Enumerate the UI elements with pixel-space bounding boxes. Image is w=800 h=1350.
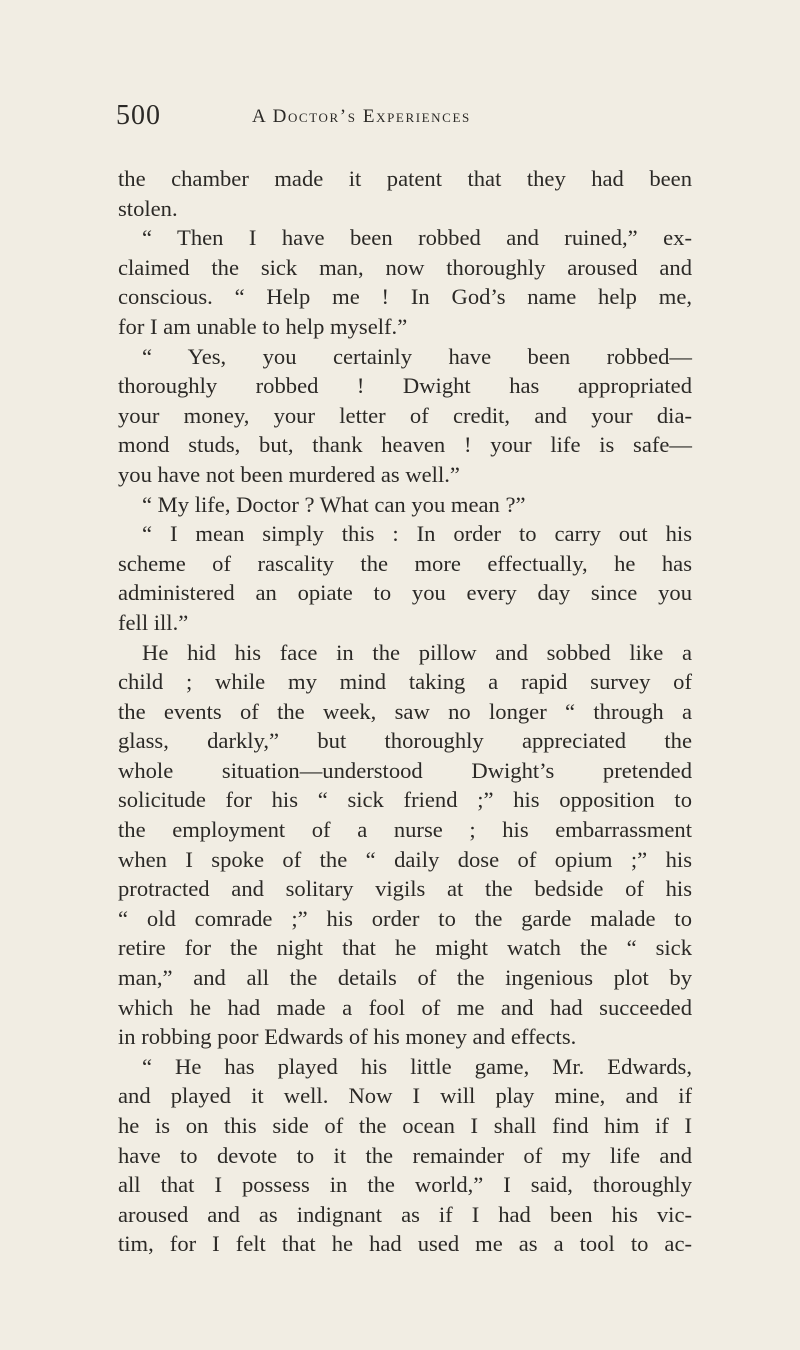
text-line: the employment of a nurse ; his embarrassment [118, 817, 692, 843]
text-line: he is on this side of the ocean I shall find him if I [118, 1113, 692, 1138]
text-line: fell ill.” [118, 609, 189, 635]
page-number: 500 [116, 100, 161, 131]
text-line: tim, for I felt that he had used me as a tool to ac- [118, 1231, 692, 1257]
body-text [118, 164, 692, 1259]
text-line: whole situation—understood Dwight’s pretended [118, 757, 692, 783]
text-line: “ My life, Doctor ? What can you mean ?” [142, 491, 526, 517]
text-line: He hid his face in the pillow and sobbed like a [142, 639, 692, 665]
text-line: “ I mean simply this : In order to carry out his [142, 521, 692, 547]
text-line: “ Then I have been robbed and ruined,” ex- [142, 225, 692, 251]
text-line: for I am unable to help myself.” [118, 313, 408, 339]
text-line: glass, darkly,” but thoroughly appreciated the [118, 728, 692, 754]
text-line: aroused and as indignant as if I had been his vic- [118, 1201, 692, 1227]
text-line: “ Yes, you certainly have been robbed— [142, 343, 692, 369]
text-line: man,” and all the details of the ingenious plot by [118, 965, 692, 991]
page-header [0, 100, 800, 140]
text-line: scheme of rascality the more effectually, he has [118, 550, 692, 576]
text-line: administered an opiate to you every day since you [118, 580, 692, 606]
text-line: the events of the week, saw no longer “ through a [118, 698, 692, 724]
text-line: have to devote to it the remainder of my life and [118, 1142, 692, 1168]
text-line: all that I possess in the world,” I said, thoroughly [118, 1172, 692, 1198]
text-line: in robbing poor Edwards of his money and effects. [118, 1024, 577, 1050]
text-line: conscious. “ Help me ! In God’s name help me, [118, 284, 692, 310]
text-line: mond studs, but, thank heaven ! your life is safe— [118, 432, 692, 458]
text-line: child ; while my mind taking a rapid survey of [118, 669, 692, 695]
text-line: thoroughly robbed ! Dwight has appropriated [118, 373, 692, 399]
text-line: your money, your letter of credit, and your dia- [118, 402, 692, 428]
text-line: and played it well. Now I will play mine, and if [118, 1083, 692, 1109]
text-line: retire for the night that he might watch the “ sick [118, 935, 692, 961]
text-line: stolen. [118, 195, 178, 221]
running-title: A Doctor’s Experiences [252, 106, 471, 127]
text-line: the chamber made it patent that they had been [118, 166, 692, 191]
text-line: which he had made a fool of me and had succeeded [118, 994, 692, 1020]
text-line: “ He has played his little game, Mr. Edwards, [142, 1053, 692, 1079]
text-line: you have not been murdered as well.” [118, 461, 460, 487]
text-line: “ old comrade ;” his order to the garde malade to [118, 905, 692, 931]
text-line: solicitude for his “ sick friend ;” his opposition to [118, 787, 692, 813]
text-line: when I spoke of the “ daily dose of opium ;” his [118, 846, 692, 872]
text-line: claimed the sick man, now thoroughly aroused and [118, 254, 692, 280]
text-line: protracted and solitary vigils at the bedside of his [118, 876, 692, 902]
